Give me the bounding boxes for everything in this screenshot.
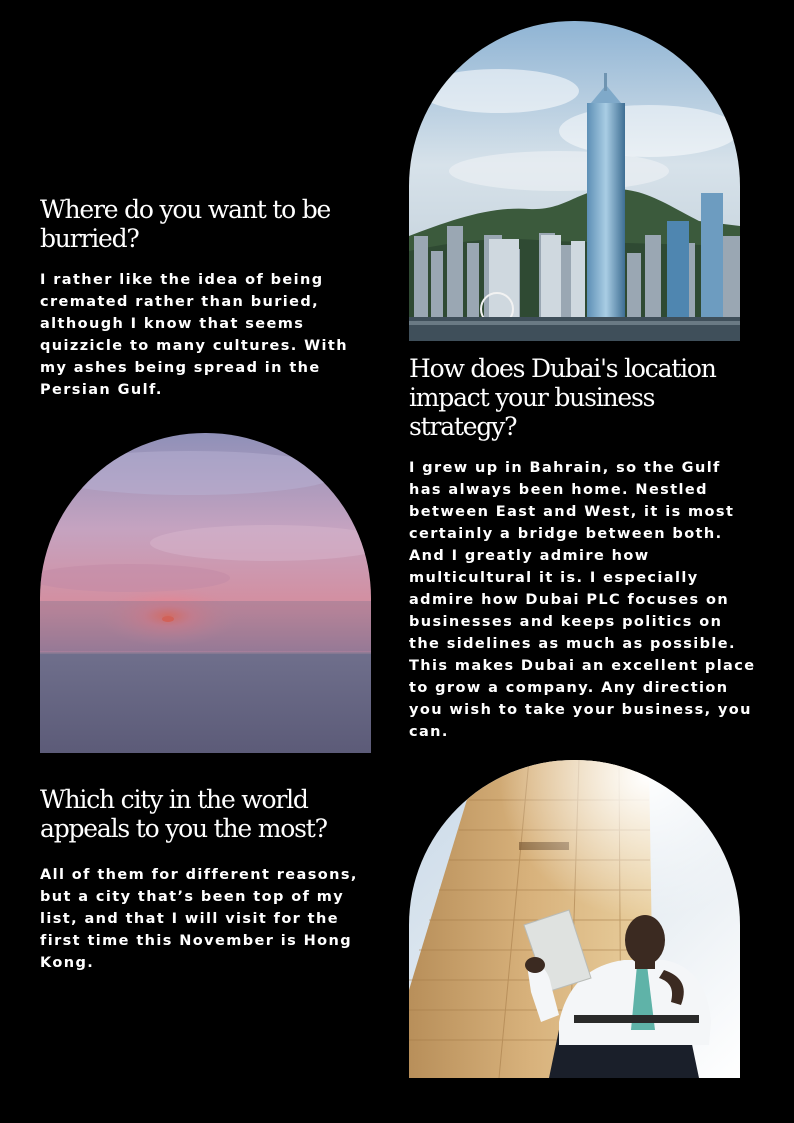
answer-dubai-location: I grew up in Bahrain, so the Gulf has always been home. Nestled between East and West, it is most certainly a bridge between both. And I greatly admire how multicultural it is. I especially admire how Dubai PLC focuses on businesses and keeps politics on the sidelines as much as possible. This makes Dubai an excellent place to grow a company. Any direction you wish to take your business, you can. xyxy=(409,460,756,740)
heading-favorite-city: Which city in the world appeals to you the most? xyxy=(40,785,327,843)
hong-kong-skyline-photo xyxy=(409,21,740,341)
answer-favorite-city: All of them for different reasons, but a city that’s been top of my list, and that I will visit for the first time this November is Hong Kong. xyxy=(40,867,358,971)
heading-dubai-location: How does Dubai's location impact your business strategy? xyxy=(409,354,716,441)
heading-burial: Where do you want to be burried? xyxy=(40,195,331,253)
businessman-with-tablet-photo xyxy=(409,760,740,1078)
answer-burial: I rather like the idea of being cremated rather than buried, although I know that seems quizzicle to many cultures. With my ashes being spread in the Persian Gulf. xyxy=(40,272,348,398)
sunset-over-sea-photo xyxy=(40,433,371,753)
